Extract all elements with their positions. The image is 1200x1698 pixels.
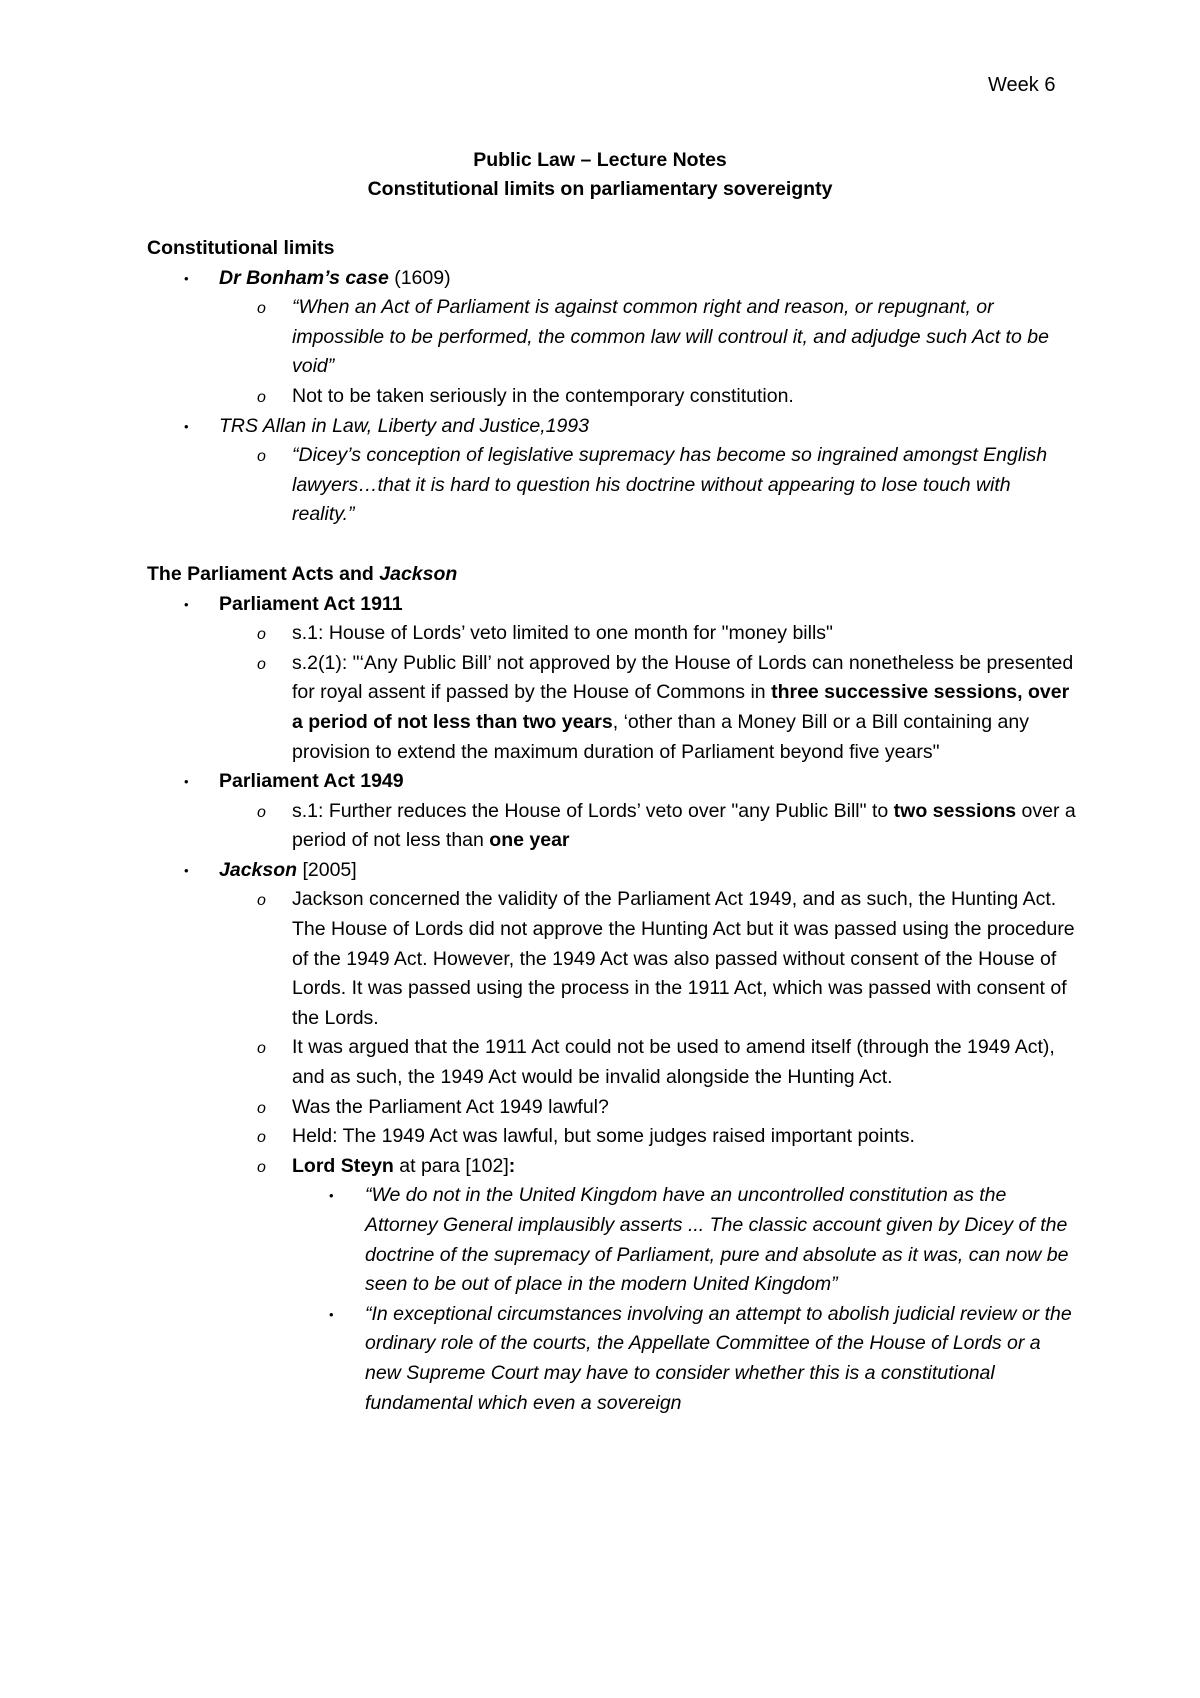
section-heading-constitutional-limits: Constitutional limits — [147, 237, 335, 259]
bullet-act-1911 — [147, 590, 1077, 620]
jackson-p4: Held: The 1949 Act was lawful, but some judges raised important points. — [292, 1125, 915, 1148]
act-1911-s2-part2: , ‘other than a Money Bill or a Bill containing any provision to extend the maximum duration of Parliament beyond five years" — [292, 710, 1029, 763]
sub-sub-bullet-marker: • — [329, 1188, 334, 1204]
allan-title: TRS Allan in Law, Liberty and Justice,1993 — [219, 414, 589, 437]
sub-bullet-marker: o — [257, 655, 266, 673]
title-block — [0, 146, 1200, 204]
bullet-jackson — [147, 856, 1077, 886]
bullet-allan — [147, 412, 1077, 442]
sub-bullet-marker: o — [257, 1158, 266, 1176]
sub-bullet-marker: o — [257, 1099, 266, 1117]
sub-bullet-1949-s1 — [147, 797, 1077, 856]
act-1911-s1: s.1: House of Lords’ veto limited to one month for "money bills" — [292, 622, 833, 645]
sub-bullet-marker: o — [257, 300, 266, 318]
act-1911-title: Parliament Act 1911 — [219, 592, 403, 615]
act-1949-s1-bold2: one year — [489, 829, 570, 852]
bullet-bonham — [147, 264, 1077, 294]
steyn-quote-2: “In exceptional circumstances involving an attempt to abolish judicial review or the ordinary role of the courts, the Appellate Committee of the House of Lords or a new Supreme Court may have to consider whether this is a constitutional fundamental which even a sovereign — [365, 1302, 1072, 1414]
jackson-p1: Jackson concerned the validity of the Parliament Act 1949, and as such, the Hunting Act. The House of Lords did not approve the Hunting Act but it was passed using the procedure of the 1949 Act. However, the 1949 Act was also passed without consent of the House of Lords. It was passed using the process in the 1911 Act, which was passed with consent of the Lords. — [292, 888, 1075, 1029]
act-1949-s1-bold1: two sessions — [893, 799, 1017, 822]
case-name-bonham: Dr Bonham’s case — [219, 266, 389, 289]
bullet-marker: • — [184, 596, 189, 612]
sub-bullet-jackson-p4 — [147, 1122, 1077, 1152]
bullet-marker: • — [184, 862, 189, 878]
sub-bullet-marker: o — [257, 1040, 266, 1058]
sub-bullet-lord-steyn — [147, 1152, 1077, 1182]
lord-steyn-para: at para [102] — [393, 1154, 509, 1177]
week-label: Week 6 — [988, 74, 1056, 96]
sub-bullet-marker: o — [257, 388, 266, 406]
bullet-marker: • — [184, 774, 189, 790]
act-1911-s2-part1: s.2(1): "‘Any Public Bill’ not approved by the House of Lords can nonetheless be presented for royal assent if passed by the House of Commons in — [292, 651, 1074, 704]
heading-case-name: Jackson — [379, 562, 458, 585]
sub-bullet-1911-s2 — [147, 649, 1077, 767]
bullet-act-1949 — [147, 767, 1077, 797]
sub-bullet-marker: o — [257, 1129, 266, 1147]
allan-quote: “Dicey’s conception of legislative supremacy has become so ingrained amongst English lawyers…that it is hard to question his doctrine without appearing to lose touch with reality.” — [292, 444, 1048, 526]
jackson-p2: It was argued that the 1911 Act could not be used to amend itself (through the 1949 Act), and as such, the 1949 Act would be invalid alongside the Hunting Act. — [292, 1036, 1055, 1089]
lord-steyn-colon: : — [508, 1154, 516, 1177]
sub-sub-bullet-marker: • — [329, 1306, 334, 1322]
act-1911-s2-bold: three successive sessions, over a period of not less than two years — [292, 681, 1070, 733]
act-1949-title: Parliament Act 1949 — [219, 770, 404, 793]
sub-bullet-jackson-p3 — [147, 1093, 1077, 1123]
sub-bullet-1911-s1 — [147, 619, 1077, 649]
document-title: Public Law – Lecture Notes — [473, 149, 727, 171]
sub-bullet-marker: o — [257, 803, 266, 821]
sub-bullet-bonham-note — [147, 382, 1077, 412]
bonham-note: Not to be taken seriously in the contemporary constitution. — [292, 384, 794, 407]
section-heading-parliament-acts — [147, 560, 1077, 590]
sub-bullet-jackson-p1 — [147, 885, 1077, 1033]
section-spacer — [147, 530, 1077, 560]
jackson-p3: Was the Parliament Act 1949 lawful? — [292, 1095, 609, 1118]
bullet-marker: • — [184, 270, 189, 286]
sub-sub-bullet-steyn-quote-1 — [147, 1181, 1077, 1299]
notes-body — [147, 234, 1077, 1418]
sub-bullet-marker: o — [257, 626, 266, 644]
heading-text: The Parliament Acts and — [147, 562, 380, 585]
sub-bullet-marker: o — [257, 892, 266, 910]
sub-bullet-bonham-quote — [147, 293, 1077, 382]
case-year-jackson: [2005] — [297, 858, 357, 881]
document-subtitle: Constitutional limits on parliamentary sovereignty — [367, 178, 833, 200]
case-name-jackson: Jackson — [219, 858, 298, 881]
lord-steyn-name: Lord Steyn — [292, 1154, 394, 1177]
steyn-quote-1: “We do not in the United Kingdom have an uncontrolled constitution as the Attorney General implausibly asserts ... The classic account given by Dicey of the doctrine of the supremacy of Parliament, pure and absolute as it was, can now be seen to be out of place in the modern United Kingdom” — [365, 1184, 1069, 1296]
bullet-marker: • — [184, 418, 189, 434]
sub-bullet-marker: o — [257, 448, 266, 466]
act-1949-s1-part2: over a period of not less than — [292, 799, 1076, 852]
bonham-quote: “When an Act of Parliament is against common right and reason, or repugnant, or impossible to be performed, the common law will controul it, and adjudge such Act to be void” — [292, 296, 1049, 378]
sub-bullet-allan-quote — [147, 441, 1077, 530]
act-1949-s1-part1: s.1: Further reduces the House of Lords’ veto over "any Public Bill" to — [292, 799, 894, 822]
sub-bullet-jackson-p2 — [147, 1033, 1077, 1092]
sub-sub-bullet-steyn-quote-2 — [147, 1300, 1077, 1418]
case-year-bonham: (1609) — [388, 266, 451, 289]
